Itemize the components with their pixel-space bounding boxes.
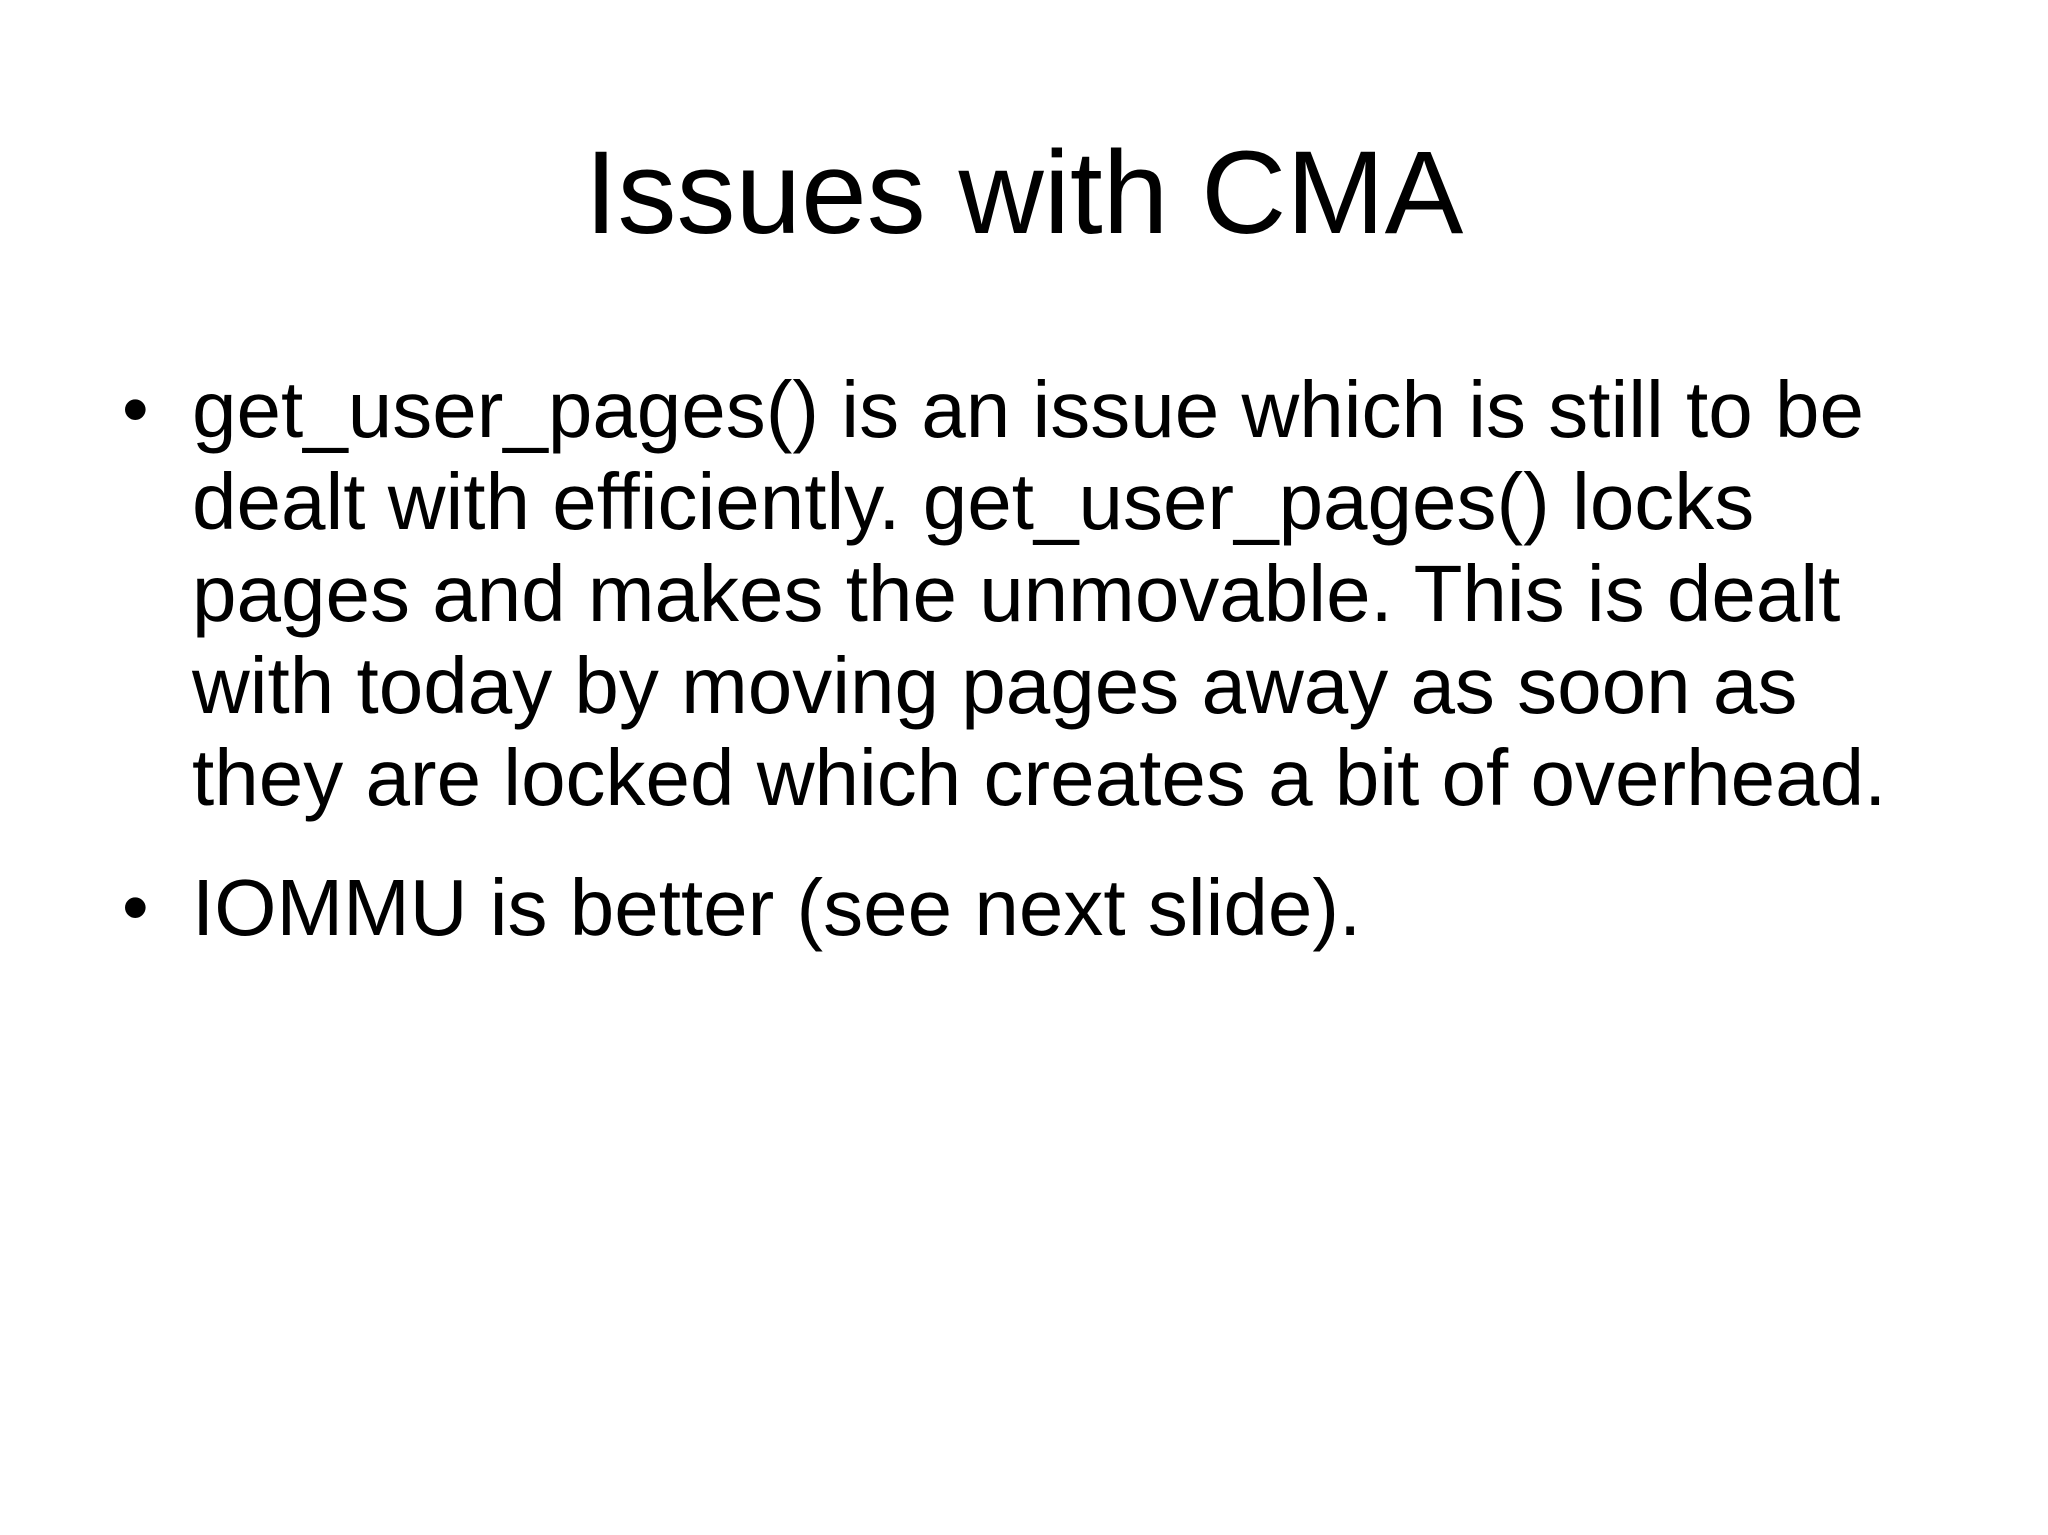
bullet-text [192, 364, 1992, 824]
slide-title: Issues with CMA [584, 127, 1464, 259]
bullet-line: with today by moving pages away as soon as [192, 641, 1798, 730]
bullet-dot-icon: • [122, 865, 149, 950]
bullet-line: pages and makes the unmovable. This is dealt [192, 549, 1841, 638]
bullet-line: dealt with efficiently. get_user_pages() locks [192, 457, 1755, 546]
bullet-line: IOMMU is better (see next slide). [192, 863, 1362, 952]
bullet-line: get_user_pages() is an issue which is still to be [192, 365, 1864, 454]
bullet-text [192, 862, 1992, 954]
bullet-line: they are locked which creates a bit of overhead. [192, 733, 1887, 822]
bullet-dot-icon: • [122, 367, 149, 452]
